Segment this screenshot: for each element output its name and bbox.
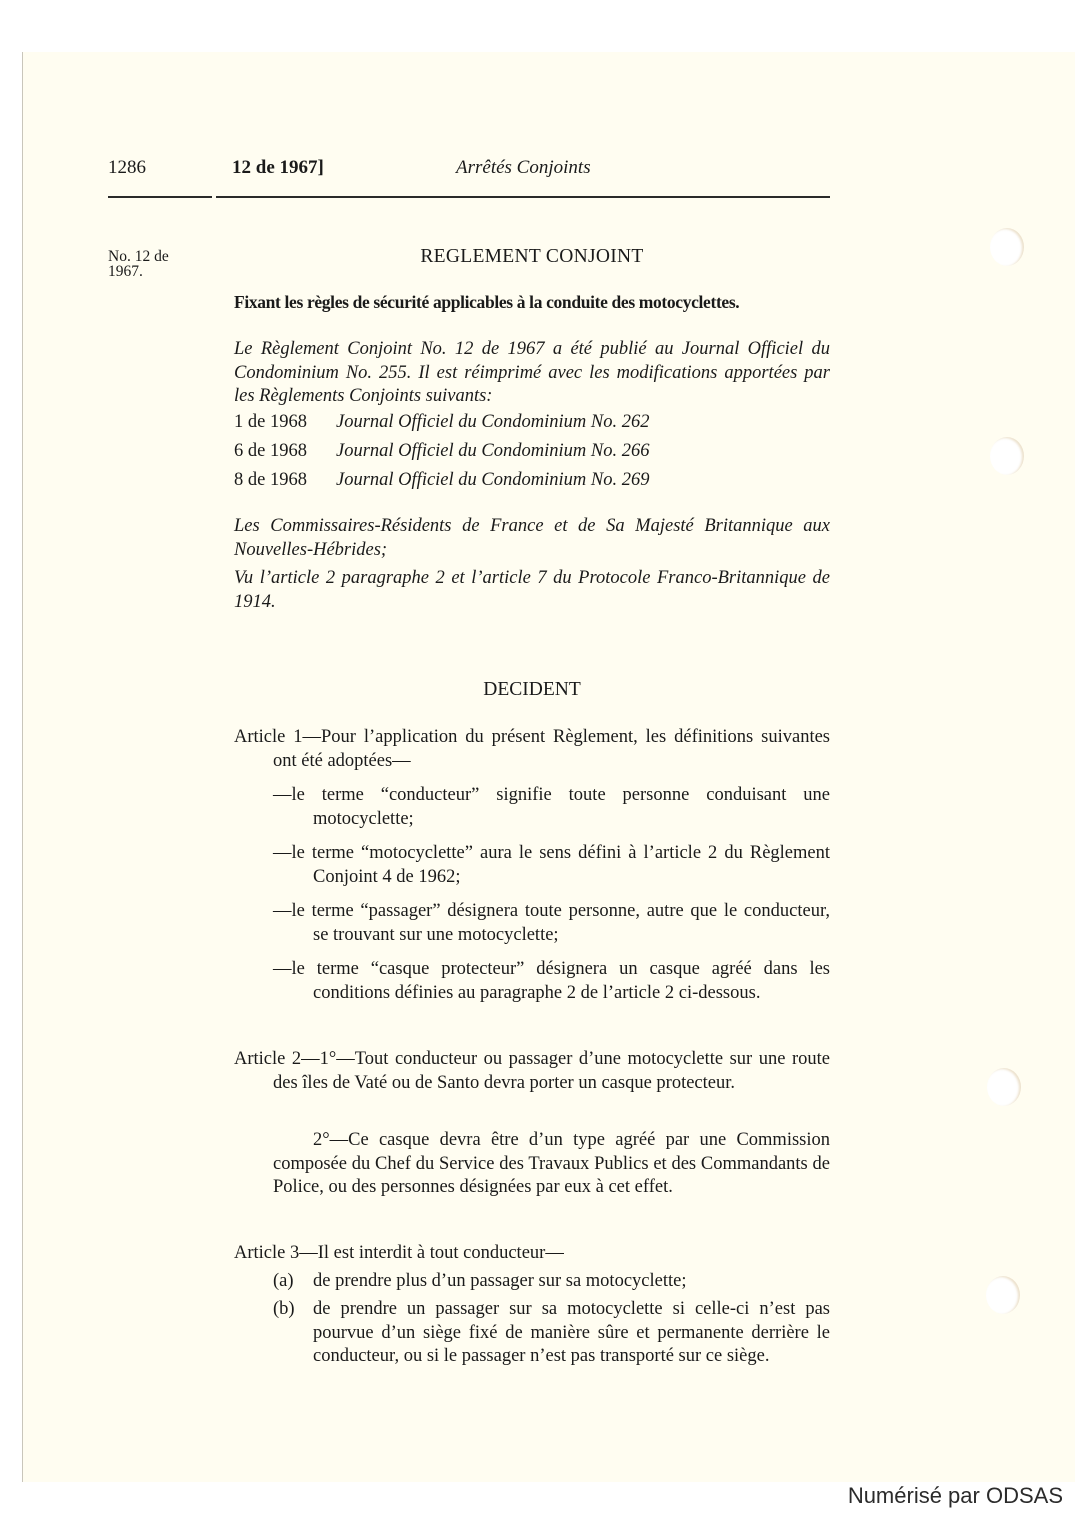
item-text: de prendre un passager sur sa motocyclette si celle-ci n’est pas pourvue d’un siège fixé de manière sûre et permanente derrière le conducteur, ou si le passager n’est pas transporté sur ce siège. [313,1299,830,1366]
item-label: (a) [273,1271,294,1291]
article-1 [234,726,830,773]
definition-item [273,958,830,1005]
item-label: (b) [273,1299,295,1319]
amendment-journal: Journal Officiel du Condominium No. 266 [336,441,650,461]
article-2 [234,1048,830,1095]
article-3 [234,1242,830,1266]
definition-passager: —le terme “passager” désignera toute personne, autre que le conducteur, se trouvant sur une motocyclette; [273,901,830,945]
article-2-para2-block [273,1129,830,1200]
definition-item [273,784,830,831]
header-rule-right [216,196,830,198]
section-title: Arrêtés Conjoints [456,157,591,178]
publication-note: Le Règlement Conjoint No. 12 de 1967 a été publié au Journal Officiel du Condominium No. 255. Il est réimprimé avec les modifications apportées par les Règlements Conjoints suivants: [234,339,830,406]
document-title: REGLEMENT CONJOINT [420,246,644,267]
margin-note [108,249,208,279]
definition-item [273,842,830,889]
amendment-journal: Journal Officiel du Condominium No. 269 [336,470,650,490]
amendment-number: 6 de 1968 [234,441,307,461]
document-subtitle: Fixant les règles de sécurité applicables à la conduite des motocyclettes. [234,292,740,312]
preamble-authority: Les Commissaires-Résidents de France et de Sa Majesté Britannique aux Nouvelles-Hébrides; [234,516,830,560]
article-2-para1: Article 2—1°—Tout conducteur ou passager d’une motocyclette sur une route des îles de Vaté ou de Santo devra porter un casque protecteur. [234,1049,830,1093]
header-rule-left [108,196,212,198]
punch-hole-2 [990,437,1024,475]
preamble-legal-basis: Vu l’article 2 paragraphe 2 et l’article 7 du Protocole Franco-Britannique de 1914. [234,568,830,612]
margin-note-line2: 1967. [108,263,143,280]
amendment-row [234,440,649,463]
regulation-reference: 12 de 1967] [232,157,324,178]
punch-hole-3 [987,1068,1021,1106]
article-1-intro: Article 1—Pour l’application du présent Règlement, les définitions suivantes ont été adoptées— [234,727,830,771]
decident-heading: DECIDENT [483,679,581,700]
article-2-para2: 2°—Ce casque devra être d’un type agréé par une Commission composée du Chef du Service des Travaux Publics et des Commandants de Police, ou des personnes désignées par eux à cet effet. [273,1130,830,1197]
punch-hole-4 [986,1276,1020,1314]
definition-motocyclette: —le terme “motocyclette” aura le sens défini à l’article 2 du Règlement Conjoint 4 de 1962; [273,843,830,887]
article-3-item [273,1270,830,1294]
item-text: de prendre plus d’un passager sur sa motocyclette; [313,1271,687,1291]
page-number: 1286 [108,157,146,178]
amendment-number: 1 de 1968 [234,412,307,432]
digitization-watermark: Numérisé par ODSAS [847,1483,1063,1508]
amendment-row [234,411,649,434]
amendment-journal: Journal Officiel du Condominium No. 262 [336,412,650,432]
article-3-item [273,1298,830,1369]
amendment-row [234,469,649,492]
definition-item [273,900,830,947]
article-3-intro: Article 3—Il est interdit à tout conducteur— [234,1243,564,1263]
margin-note-line1: No. 12 de [108,248,169,265]
amendment-number: 8 de 1968 [234,470,307,490]
definition-casque-protecteur: —le terme “casque protecteur” désignera un casque agréé dans les conditions définies au paragraphe 2 de l’article 2 ci-dessous. [273,959,830,1003]
definition-conducteur: —le terme “conducteur” signifie toute personne conduisant une motocyclette; [273,785,830,829]
punch-hole-1 [990,228,1024,266]
